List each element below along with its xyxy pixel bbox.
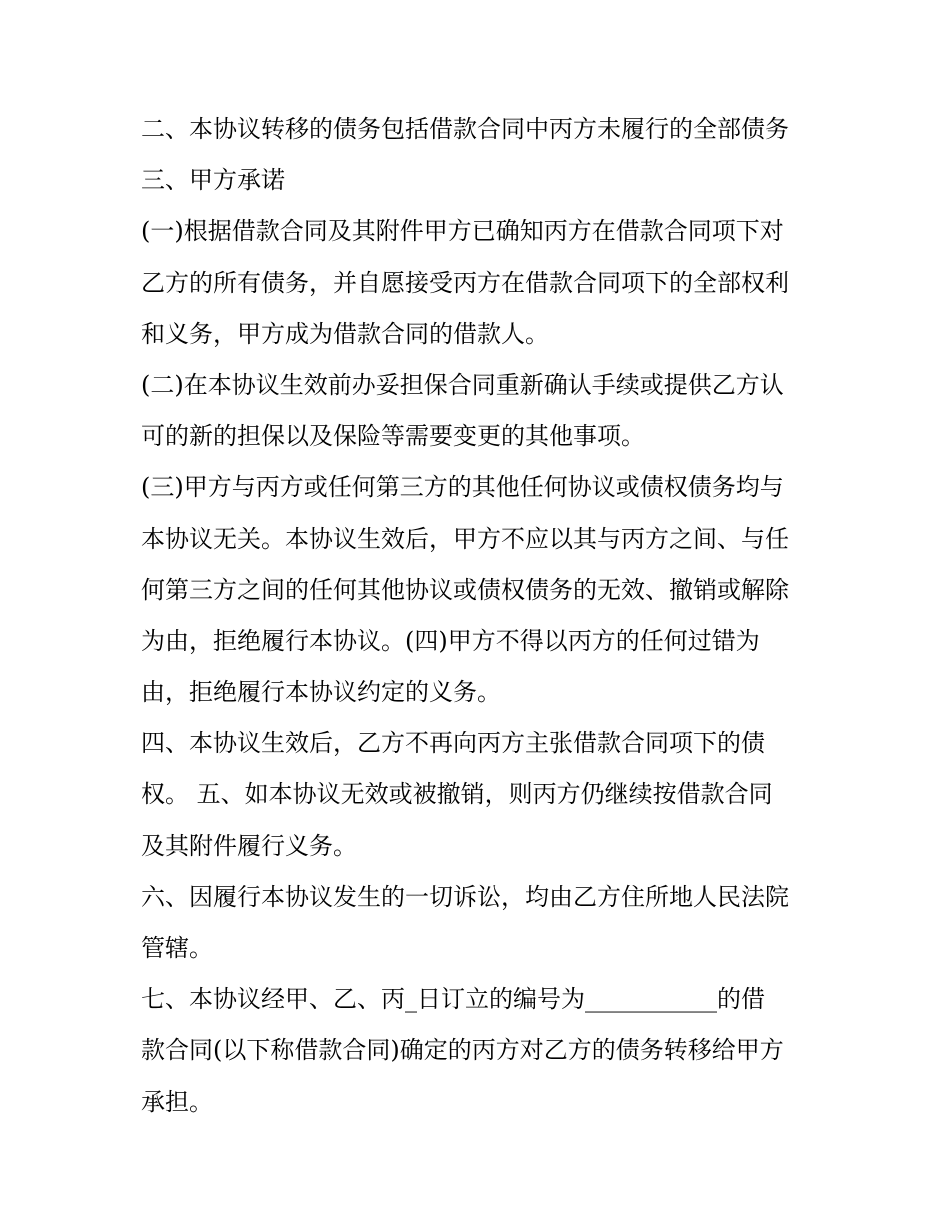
text-line: (三)甲方与丙方或任何第三方的其他任何协议或债权债务均与 bbox=[141, 473, 784, 502]
text-line: 二、本协议转移的债务包括借款合同中丙方未履行的全部债务 bbox=[141, 115, 789, 143]
text-line: 乙方的所有债务，并自愿接受丙方在借款合同项下的全部权利 bbox=[141, 268, 789, 297]
text-line: 四、本协议生效后，乙方不再向丙方主张借款合同项下的债 bbox=[141, 729, 765, 758]
text-line: 本协议无关。本协议生效后，甲方不应以其与丙方之间、与任 bbox=[141, 524, 789, 553]
document-body bbox=[141, 104, 821, 1128]
text-line: (二)在本协议生效前办妥担保合同重新确认手续或提供乙方认 bbox=[141, 370, 784, 399]
text-line: 权。 五、如本协议无效或被撤销，则丙方仍继续按借款合同 bbox=[141, 780, 773, 809]
text-line: 承担。 bbox=[141, 1087, 213, 1116]
text-line: (一)根据借款合同及其附件甲方已确知丙方在借款合同项下对 bbox=[141, 217, 784, 246]
text-line: 和义务，甲方成为借款合同的借款人。 bbox=[141, 319, 549, 348]
text-line: 何第三方之间的任何其他协议或债权债务的无效、撤销或解除 bbox=[141, 575, 789, 604]
text-line: 可的新的担保以及保险等需要变更的其他事项。 bbox=[141, 422, 645, 451]
text-line: 三、甲方承诺 bbox=[141, 166, 285, 195]
text-line: 及其附件履行义务。 bbox=[141, 831, 357, 860]
text-line: 六、因履行本协议发生的一切诉讼，均由乙方住所地人民法院 bbox=[141, 882, 789, 911]
text-line: 七、本协议经甲、乙、丙_日订立的编号为___________的借 bbox=[141, 985, 765, 1014]
text-line: 管辖。 bbox=[141, 934, 213, 962]
text-line: 款合同(以下称借款合同)确定的丙方对乙方的债务转移给甲方 bbox=[141, 1036, 784, 1065]
text-line: 由，拒绝履行本协议约定的义务。 bbox=[141, 678, 501, 707]
text-line: 为由，拒绝履行本协议。(四)甲方不得以丙方的任何过错为 bbox=[141, 626, 760, 655]
